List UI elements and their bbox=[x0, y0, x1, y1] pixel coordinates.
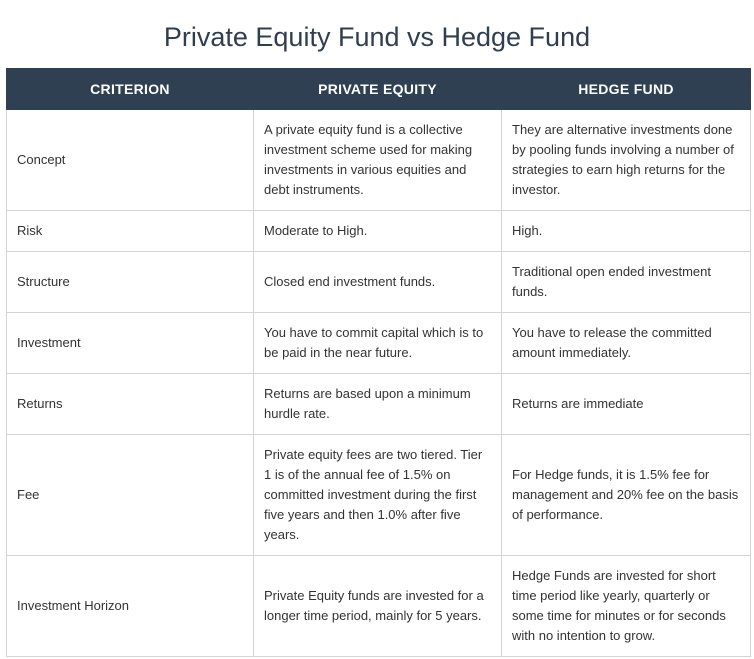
comparison-table bbox=[6, 68, 751, 657]
page-title: Private Equity Fund vs Hedge Fund bbox=[163, 22, 591, 53]
criterion-cell: Returns bbox=[7, 374, 254, 435]
table-row bbox=[7, 211, 751, 252]
table-row bbox=[7, 435, 751, 556]
private-equity-cell: A private equity fund is a collective investment scheme used for making investments in various equities and debt instruments. bbox=[254, 110, 502, 211]
table-row bbox=[7, 252, 751, 313]
hedge-fund-cell: They are alternative investments done by pooling funds involving a number of strategies to earn high returns for the investor. bbox=[502, 110, 751, 211]
criterion-cell: Investment Horizon bbox=[7, 556, 254, 657]
private-equity-cell: Closed end investment funds. bbox=[254, 252, 502, 313]
private-equity-cell: Returns are based upon a minimum hurdle rate. bbox=[254, 374, 502, 435]
criterion-cell: Fee bbox=[7, 435, 254, 556]
hedge-fund-cell: Hedge Funds are invested for short time period like yearly, quarterly or some time for minutes or for seconds with no intention to grow. bbox=[502, 556, 751, 657]
header-criterion: CRITERION bbox=[7, 69, 254, 110]
table-row bbox=[7, 313, 751, 374]
criterion-cell: Risk bbox=[7, 211, 254, 252]
private-equity-cell: Private Equity funds are invested for a longer time period, mainly for 5 years. bbox=[254, 556, 502, 657]
hedge-fund-cell: For Hedge funds, it is 1.5% fee for management and 20% fee on the basis of performance. bbox=[502, 435, 751, 556]
hedge-fund-cell: Traditional open ended investment funds. bbox=[502, 252, 751, 313]
header-hedge-fund: HEDGE FUND bbox=[502, 69, 751, 110]
private-equity-cell: Private equity fees are two tiered. Tier 1 is of the annual fee of 1.5% on committed investment during the first five years and then 1.0% after five years. bbox=[254, 435, 502, 556]
hedge-fund-cell: Returns are immediate bbox=[502, 374, 751, 435]
hedge-fund-cell: High. bbox=[502, 211, 751, 252]
private-equity-cell: Moderate to High. bbox=[254, 211, 502, 252]
private-equity-cell: You have to commit capital which is to be paid in the near future. bbox=[254, 313, 502, 374]
table-row bbox=[7, 110, 751, 211]
header-private-equity: PRIVATE EQUITY bbox=[254, 69, 502, 110]
criterion-cell: Investment bbox=[7, 313, 254, 374]
table-row bbox=[7, 374, 751, 435]
criterion-cell: Structure bbox=[7, 252, 254, 313]
criterion-cell: Concept bbox=[7, 110, 254, 211]
table-row bbox=[7, 556, 751, 657]
hedge-fund-cell: You have to release the committed amount immediately. bbox=[502, 313, 751, 374]
table-header-row bbox=[7, 69, 751, 110]
